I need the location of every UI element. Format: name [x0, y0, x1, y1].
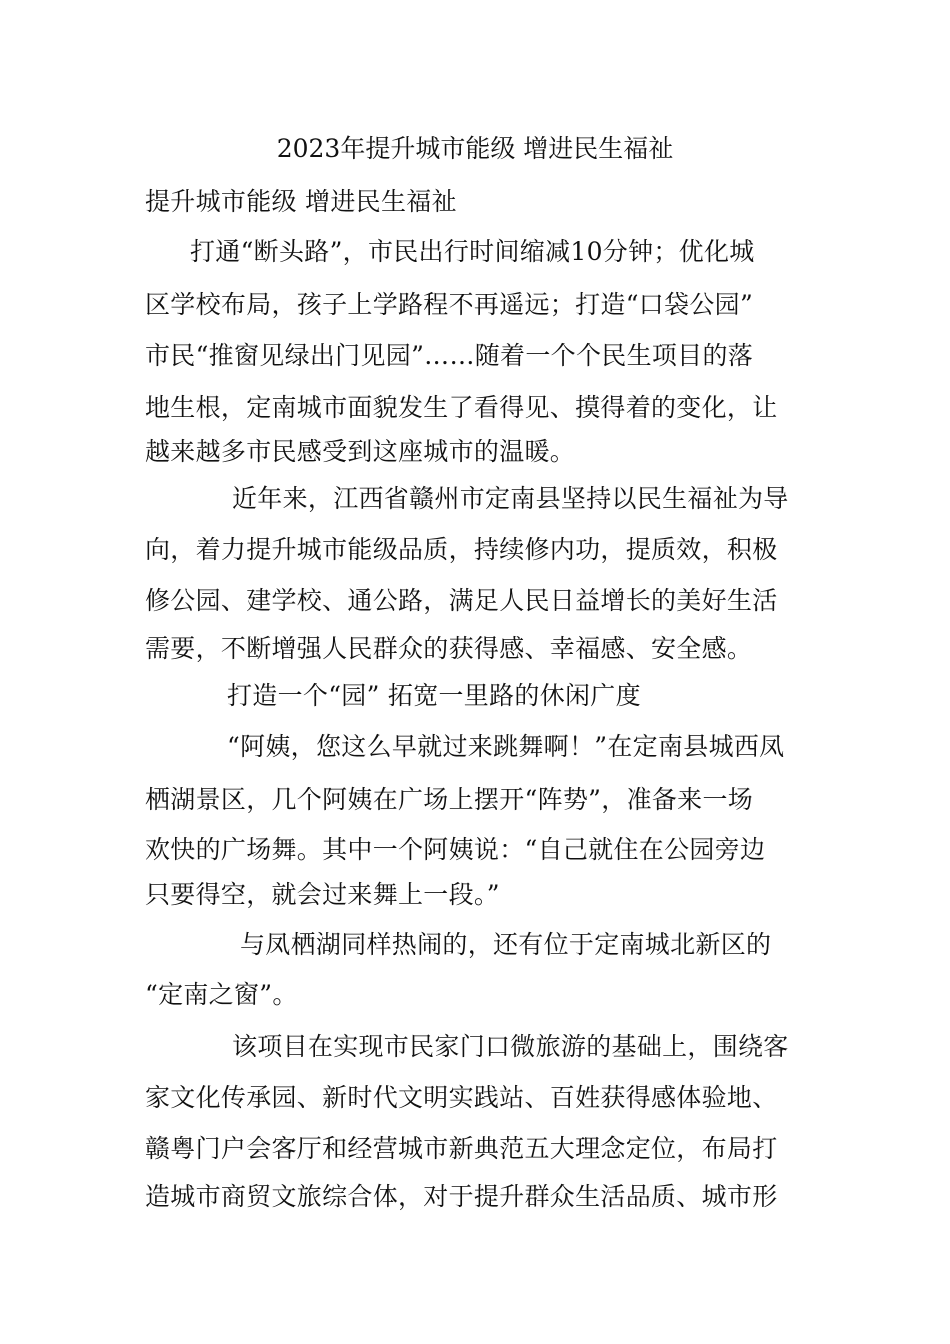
paragraph-line: 修公园、建学校、通公路，满足人民日益增长的美好生活	[145, 586, 778, 615]
document-subtitle: 提升城市能级 增进民生福祉	[145, 187, 457, 216]
paragraph-line: 地生根，定南城市面貌发生了看得见、摸得着的变化，让	[145, 393, 778, 422]
paragraph-line: 越来越多市民感受到这座城市的温暖。	[145, 437, 576, 466]
paragraph-line: 造城市商贸文旅综合体，对于提升群众生活品质、城市形	[145, 1182, 778, 1211]
paragraph-line: 家文化传承园、新时代文明实践站、百姓获得感体验地、	[145, 1083, 778, 1112]
paragraph-line: 近年来，江西省赣州市定南县坚持以民生福祉为导	[232, 484, 789, 513]
paragraph-line: 栖湖景区，几个阿姨在广场上摆开“阵势”，准备来一场	[145, 785, 754, 814]
paragraph-line: 只要得空，就会过来舞上一段。”	[145, 880, 500, 909]
paragraph-line: 区学校布局，孩子上学路程不再遥远；打造“口袋公园”	[145, 290, 754, 319]
paragraph-line: 打通“断头路”，市民出行时间缩减10分钟；优化城	[190, 237, 755, 266]
paragraph-line: 赣粤门户会客厅和经营城市新典范五大理念定位，布局打	[145, 1134, 778, 1163]
paragraph-line: 与凤栖湖同样热闹的，还有位于定南城北新区的	[240, 930, 772, 959]
paragraph-line: 欢快的广场舞。其中一个阿姨说：“自己就住在公园旁边	[145, 835, 766, 864]
paragraph-line: 该项目在实现市民家门口微旅游的基础上，围绕客	[232, 1032, 789, 1061]
document-title: 2023年提升城市能级 增进民生福祉	[276, 134, 674, 163]
paragraph-line: “定南之窗”。	[145, 980, 298, 1009]
paragraph-line: 需要，不断增强人民群众的获得感、幸福感、安全感。	[145, 634, 753, 663]
paragraph-line: 向，着力提升城市能级品质，持续修内功，提质效，积极	[145, 535, 778, 564]
section-heading: 打造一个“园” 拓宽一里路的休闲广度	[227, 681, 641, 710]
paragraph-line: “阿姨，您这么早就过来跳舞啊！”在定南县城西凤	[227, 732, 785, 761]
paragraph-line: 市民“推窗见绿出门见园”……随着一个个民生项目的落	[145, 341, 754, 370]
